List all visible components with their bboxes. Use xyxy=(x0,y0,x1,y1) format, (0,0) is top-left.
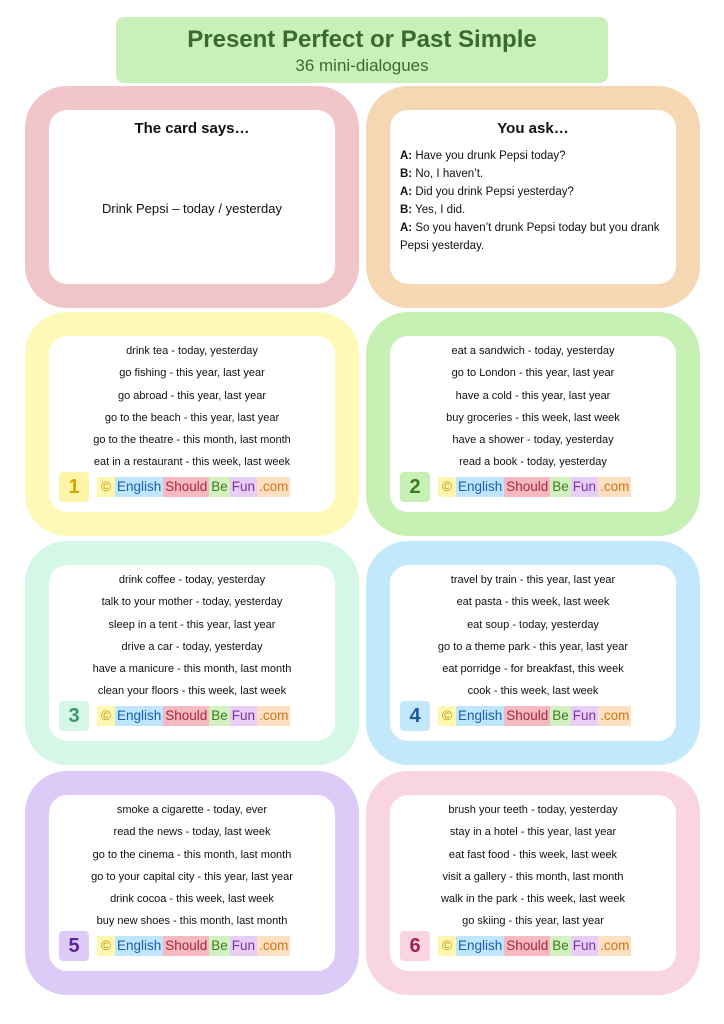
card-inner xyxy=(390,795,676,971)
phrase-item: go to the theatre - this month, last month xyxy=(93,434,291,447)
logo-word: Should xyxy=(504,477,550,497)
dialogue-text: Yes, I did. xyxy=(412,204,466,216)
card-1 xyxy=(25,312,359,536)
copyright-icon: © xyxy=(438,706,456,726)
phrase-item: read a book - today, yesterday xyxy=(459,456,607,469)
logo-word: Fun xyxy=(571,936,598,956)
logo-word: Be xyxy=(209,477,230,497)
phrase-list xyxy=(49,336,335,478)
copyright-icon: © xyxy=(97,936,115,956)
logo-word: Fun xyxy=(230,706,257,726)
logo-word: Fun xyxy=(571,706,598,726)
site-logo xyxy=(97,706,290,726)
phrase-item: brush your teeth - today, yesterday xyxy=(448,804,618,816)
card-6 xyxy=(366,771,700,995)
card-footer xyxy=(400,931,631,961)
logo-word: Should xyxy=(163,936,209,956)
card-3 xyxy=(25,541,359,765)
phrase-item: eat fast food - this week, last week xyxy=(448,848,618,861)
phrase-item: eat a sandwich - today, yesterday xyxy=(451,345,615,357)
site-logo xyxy=(438,477,631,497)
card-inner xyxy=(49,336,335,512)
phrase-item: eat soup - today, yesterday xyxy=(467,618,599,631)
logo-word: .com xyxy=(257,706,290,726)
logo-word: Fun xyxy=(571,477,598,497)
dialogue-text: No, I haven’t. xyxy=(412,168,484,180)
card-inner xyxy=(49,565,335,741)
copyright-icon: © xyxy=(97,706,115,726)
dialogue-speaker: A: xyxy=(400,150,413,162)
site-logo xyxy=(97,936,290,956)
phrase-item: drink cocoa - this week, last week xyxy=(110,893,274,906)
logo-word: Be xyxy=(550,706,571,726)
phrase-list xyxy=(390,565,676,707)
logo-word: .com xyxy=(598,477,631,497)
logo-word: .com xyxy=(598,936,631,956)
phrase-item: drink tea - today, yesterday xyxy=(126,345,258,357)
phrase-item: clean your floors - this week, last week xyxy=(97,685,287,698)
phrase-item: go to the cinema - this month, last month xyxy=(92,848,292,861)
card-says-panel xyxy=(25,86,359,308)
card-5 xyxy=(25,771,359,995)
card-inner xyxy=(390,336,676,512)
logo-word: Be xyxy=(550,477,571,497)
logo-word: English xyxy=(115,477,163,497)
card-number-badge: 6 xyxy=(400,931,430,961)
dialogue-speaker: A: xyxy=(400,186,413,198)
phrase-item: travel by train - this year, last year xyxy=(450,574,616,586)
logo-word: Fun xyxy=(230,936,257,956)
phrase-item: cook - this week, last week xyxy=(467,685,599,698)
logo-word: Be xyxy=(550,936,571,956)
card-says-example: Drink Pepsi – today / yesterday xyxy=(102,201,282,216)
phrase-item: go fishing - this year, last year xyxy=(119,367,265,380)
card-footer xyxy=(59,701,290,731)
card-footer xyxy=(400,472,631,502)
dialogue-line xyxy=(400,201,666,219)
dialogue-line xyxy=(400,165,666,183)
you-ask-inner xyxy=(390,110,676,284)
logo-word: .com xyxy=(257,477,290,497)
logo-word: Should xyxy=(504,706,550,726)
copyright-icon: © xyxy=(438,936,456,956)
phrase-list xyxy=(49,795,335,937)
phrase-item: smoke a cigarette - today, ever xyxy=(116,804,268,816)
logo-word: Should xyxy=(163,477,209,497)
card-number-badge: 5 xyxy=(59,931,89,961)
phrase-item: buy groceries - this week, last week xyxy=(446,411,620,424)
site-logo xyxy=(438,936,631,956)
logo-word: Fun xyxy=(230,477,257,497)
you-ask-heading: You ask… xyxy=(497,120,569,137)
phrase-item: eat in a restaurant - this week, last week xyxy=(93,456,291,469)
card-says-inner xyxy=(49,110,335,284)
phrase-item: eat porridge - for breakfast, this week xyxy=(442,663,624,676)
page-header xyxy=(116,17,608,83)
card-4 xyxy=(366,541,700,765)
dialogue-text: So you haven’t drunk Pepsi today but you drank Pepsi yesterday. xyxy=(400,222,660,252)
dialogue-line xyxy=(400,219,666,255)
phrase-item: stay in a hotel - this year, last year xyxy=(449,826,617,839)
card-footer xyxy=(59,931,290,961)
phrase-item: read the news - today, last week xyxy=(113,826,271,839)
site-logo xyxy=(97,477,290,497)
phrase-list xyxy=(49,565,335,707)
dialogue-speaker: A: xyxy=(400,222,413,234)
phrase-item: go skiing - this year, last year xyxy=(462,915,604,928)
phrase-list xyxy=(390,795,676,937)
page-title: Present Perfect or Past Simple xyxy=(187,26,537,53)
logo-word: .com xyxy=(598,706,631,726)
card-2 xyxy=(366,312,700,536)
dialogue-line xyxy=(400,183,666,201)
dialogue-speaker: B: xyxy=(400,204,413,216)
phrase-item: have a cold - this year, last year xyxy=(455,389,611,402)
phrase-item: go abroad - this year, last year xyxy=(118,389,266,402)
phrase-item: have a manicure - this month, last month xyxy=(92,663,292,676)
phrase-list xyxy=(390,336,676,478)
logo-word: Be xyxy=(209,936,230,956)
page-subtitle: 36 mini-dialogues xyxy=(295,56,429,75)
phrase-item: talk to your mother - today, yesterday xyxy=(101,596,283,609)
logo-word: English xyxy=(456,706,504,726)
dialogue-speaker: B: xyxy=(400,168,413,180)
card-inner xyxy=(49,795,335,971)
phrase-item: walk in the park - this week, last week xyxy=(440,893,626,906)
card-footer xyxy=(59,472,290,502)
site-logo xyxy=(438,706,631,726)
card-number-badge: 3 xyxy=(59,701,89,731)
logo-word: English xyxy=(456,936,504,956)
logo-word: English xyxy=(115,936,163,956)
card-footer xyxy=(400,701,631,731)
phrase-item: sleep in a tent - this year, last year xyxy=(108,618,276,631)
phrase-item: go to your capital city - this year, last year xyxy=(91,870,293,883)
dialogue-text: Have you drunk Pepsi today? xyxy=(412,150,566,162)
dialogue-text: Did you drink Pepsi yesterday? xyxy=(412,186,574,198)
copyright-icon: © xyxy=(438,477,456,497)
card-number-badge: 2 xyxy=(400,472,430,502)
card-inner xyxy=(390,565,676,741)
phrase-item: drink coffee - today, yesterday xyxy=(118,574,266,586)
phrase-item: have a shower - today, yesterday xyxy=(452,434,614,447)
card-number-badge: 1 xyxy=(59,472,89,502)
logo-word: .com xyxy=(257,936,290,956)
phrase-item: eat pasta - this week, last week xyxy=(456,596,610,609)
logo-word: English xyxy=(115,706,163,726)
card-number-badge: 4 xyxy=(400,701,430,731)
phrase-item: go to a theme park - this year, last year xyxy=(437,640,629,653)
copyright-icon: © xyxy=(97,477,115,497)
logo-word: Be xyxy=(209,706,230,726)
dialogue-line xyxy=(400,147,666,165)
phrase-item: go to the beach - this year, last year xyxy=(104,411,280,424)
phrase-item: go to London - this year, last year xyxy=(451,367,615,380)
you-ask-panel xyxy=(366,86,700,308)
dialogue-example xyxy=(390,137,676,255)
logo-word: Should xyxy=(504,936,550,956)
phrase-item: visit a gallery - this month, last month xyxy=(442,870,624,883)
logo-word: Should xyxy=(163,706,209,726)
phrase-item: buy new shoes - this month, last month xyxy=(96,915,288,928)
phrase-item: drive a car - today, yesterday xyxy=(121,640,263,653)
card-says-heading: The card says… xyxy=(134,120,250,137)
logo-word: English xyxy=(456,477,504,497)
